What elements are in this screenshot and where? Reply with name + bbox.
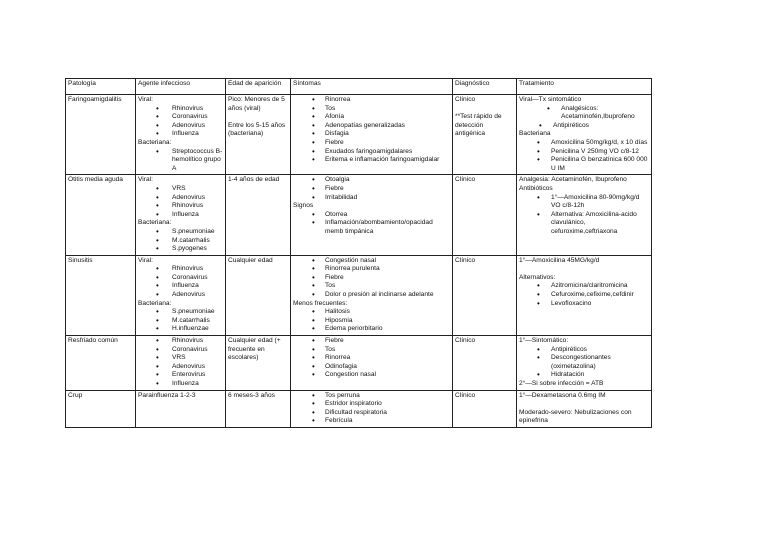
tratamiento-line: Antibióticos [519, 184, 553, 192]
list-item: • Fiebre [293, 337, 450, 346]
agente-cell: Parainfluenza 1-2-3 [136, 390, 226, 427]
list-item: • Congestion nasal [293, 371, 450, 380]
edad-cell: Cualquier edad [226, 255, 291, 335]
patologia-cell: Faringoamigdalitis [66, 95, 136, 175]
sintomas-list [293, 96, 450, 165]
agente-bact-label: Bacteriana: [138, 219, 172, 227]
agente-cell [136, 255, 226, 335]
tratamiento-line: 1°—Dexametasona 0.6mg IM [519, 391, 606, 399]
diagnostico-cell: Clínico [453, 255, 517, 335]
diagnostico-text: Clínico **Test rápido de detección antigénica [455, 96, 502, 138]
agente-viral-list [138, 185, 223, 219]
list-item: • Penicilina G benzatínica 600 000 U IM [519, 156, 649, 173]
agente-viral-list [138, 105, 223, 139]
list-item: • Irritabilidad [293, 194, 450, 203]
agente-bact-label: Bacteriana: [138, 138, 172, 146]
list-item: • Dificultad respiratoria [293, 409, 450, 418]
agente-viral-label: Viral: [138, 96, 153, 103]
table-row [66, 255, 652, 335]
tratamiento-list [519, 194, 649, 237]
list-item: • Coronavirus [138, 346, 223, 355]
tratamiento-viral-sub [519, 122, 649, 131]
list-item: • 1°—Amoxicilina 80-90mg/kg/d VO c/8-12h [519, 194, 649, 211]
table-row [66, 390, 652, 427]
list-item: • Otorrea [293, 211, 450, 220]
diagnostico-cell: Clínico [453, 390, 517, 427]
sintomas-cell [291, 175, 453, 255]
list-item: • Rinorrea [293, 96, 450, 105]
list-item: • M.catarrhalis [138, 237, 223, 246]
header-cell: Síntomas [291, 79, 453, 95]
menos-frecuentes-label: Menos frecuentes: [293, 299, 348, 307]
list-item: • Adenovirus [138, 291, 223, 300]
list-item: • Streptococcus B-hemolítico grupo A [138, 148, 223, 174]
agente-viral-list [138, 265, 223, 299]
agente-viral-list [138, 337, 223, 389]
agente-bact-list [138, 228, 223, 254]
list-item: • Antipiréticos [521, 122, 649, 131]
header-row [66, 79, 652, 95]
tratamiento-line: 2°—Si sobre infección = ATB [519, 380, 604, 387]
sintomas-cell [291, 390, 453, 427]
sintomas-list [293, 257, 450, 300]
list-item: • Rinorrea purulenta [293, 265, 450, 274]
list-item: • Amoxicilina 50mg/kg/d, x 10 días [519, 139, 649, 148]
list-item: • Rinorrea [293, 354, 450, 363]
table-row [66, 336, 652, 391]
header-cell: Diagnóstico [453, 79, 517, 95]
list-item: • Rhinovirus [138, 337, 223, 346]
tratamiento-line: 1°—Amoxicilina 45MG/kg/d [519, 256, 600, 264]
list-item: • Rhinovirus [138, 265, 223, 274]
list-item: • Afonía [293, 113, 450, 122]
list-item: • Alternativa: Amoxicilina-acido clavulánico, cefuroxime,ceftriaxona [519, 211, 649, 237]
list-item: • Disfagia [293, 130, 450, 139]
list-item: • Analgésicos: Acetaminofén,Ibuprofeno [529, 105, 649, 122]
list-item: • Rhinovirus [138, 202, 223, 211]
agente-cell [136, 175, 226, 255]
signos-label: Signos [293, 202, 314, 210]
agente-viral-label: Viral: [138, 256, 153, 264]
table-row [66, 95, 652, 175]
tratamiento-list [519, 346, 649, 380]
list-item: • Coronavirus [138, 274, 223, 283]
tratamiento-cell [517, 390, 652, 427]
list-item: • Otoalgia [293, 176, 450, 185]
list-item: • Halitosis [293, 308, 450, 317]
list-item: • Fiebre [293, 274, 450, 283]
list-item: • Azitromicina/claritromicina [519, 282, 649, 291]
tratamiento-cell [517, 255, 652, 335]
list-item: • Odinofagia [293, 363, 450, 372]
list-item: • VRS [138, 354, 223, 363]
agente-bact-list [138, 308, 223, 334]
list-item: • Exudados faringoamigdalares [293, 148, 450, 157]
agente-viral-label: Viral: [138, 176, 153, 184]
patologia-cell: Sinusitis [66, 255, 136, 335]
tratamiento-line: Moderado-severo: Nebulizaciones con epinefrina [519, 408, 632, 425]
list-item: • VRS [138, 185, 223, 194]
list-item: • S.pneumoniae [138, 228, 223, 237]
list-item: • M.catarrhalis [138, 317, 223, 326]
patologia-cell: Crup [66, 390, 136, 427]
diagnostico-cell: Clínico [453, 336, 517, 391]
sintomas-list [293, 392, 450, 426]
list-item: • Tos [293, 282, 450, 291]
list-item: • Enterovirus [138, 371, 223, 380]
list-item: • S.pneumoniae [138, 308, 223, 317]
signos-list [293, 211, 450, 237]
header-cell: Patología [66, 79, 136, 95]
list-item: • Hiposmia [293, 317, 450, 326]
sintomas-cell [291, 336, 453, 391]
list-item: • Hidratación [519, 371, 649, 380]
patologia-cell: Otitis media aguda [66, 175, 136, 255]
list-item: • Fiebre [293, 139, 450, 148]
tratamiento-viral-label: Viral—Tx sintomático [519, 96, 582, 103]
agente-cell [136, 336, 226, 391]
header-cell: Edad de aparición [226, 79, 291, 95]
list-item: • Fiebre [293, 185, 450, 194]
edad-cell: 6 meses-3 años [226, 390, 291, 427]
list-item: • Adenovirus [138, 194, 223, 203]
list-item: • Antipiréticos [519, 346, 649, 355]
list-item: • Rhinovirus [138, 105, 223, 114]
tratamiento-viral-list [519, 105, 649, 122]
spacer [519, 265, 649, 274]
edad-cell [226, 95, 291, 175]
header-cell: Agente infeccioso [136, 79, 226, 95]
list-item: • Influenza [138, 130, 223, 139]
sintomas-cell [291, 95, 453, 175]
tratamiento-line: 1°—Sintomático: [519, 337, 569, 345]
edad-cell: 1-4 años de edad [226, 175, 291, 255]
list-item: • Tos perruna [293, 392, 450, 401]
list-item: • Congestión nasal [293, 257, 450, 266]
edad-cell: Cualquier edad (+ frecuente en escolares) [226, 336, 291, 391]
tratamiento-list [519, 282, 649, 308]
list-item: • Eritema e inflamación faringoamigdalar [293, 156, 450, 165]
header-cell: Tratamiento [517, 79, 652, 95]
list-item: • Adenovirus [138, 122, 223, 131]
list-item: • Edema periorbitario [293, 325, 450, 334]
menos-frecuentes-list [293, 308, 450, 334]
list-item: • Influenza [138, 211, 223, 220]
list-item: • Penicilina V 250mg VO c/8-12 [519, 148, 649, 157]
list-item: • Tos [293, 346, 450, 355]
list-item: • Adenopatías generalizadas [293, 122, 450, 131]
list-item: • Cefuroxime,cefixime,cefdinir [519, 291, 649, 300]
spacer [519, 400, 649, 409]
list-item: • Estridor inspiratorio [293, 400, 450, 409]
tratamiento-cell [517, 95, 652, 175]
list-item: • Coronavirus [138, 113, 223, 122]
diagnostico-cell: Clínico [453, 175, 517, 255]
tratamiento-cell [517, 336, 652, 391]
list-item: • Influenza [138, 380, 223, 389]
list-item: • Febrícula [293, 417, 450, 426]
tratamiento-bact-label: Bacteriana [519, 130, 551, 138]
list-item: • Descongestionantes (oximetazolina) [519, 354, 649, 371]
list-item: • H.influenzae [138, 325, 223, 334]
patologias-table [65, 78, 652, 428]
list-item: • Levofloxacino [519, 300, 649, 309]
list-item: • Dolor o presión al inclinarse adelante [293, 291, 450, 300]
sintomas-list [293, 176, 450, 202]
agente-bact-label: Bacteriana: [138, 299, 172, 307]
tratamiento-cell [517, 175, 652, 255]
alternativos-label: Alternativos: [519, 273, 556, 281]
list-item: • Inflamación/abombamiento/opacidad memb timpánica [293, 219, 450, 236]
patologia-cell: Resfriado común [66, 336, 136, 391]
sintomas-cell [291, 255, 453, 335]
list-item: • S.pyogenes [138, 245, 223, 254]
sintomas-list [293, 337, 450, 380]
tratamiento-line: Analgesia: Acetaminofén, Ibuprofeno [519, 176, 627, 184]
agente-cell [136, 95, 226, 175]
list-item: • Adenovirus [138, 363, 223, 372]
diagnostico-cell [453, 95, 517, 175]
list-item: • Tos [293, 105, 450, 114]
table-row [66, 175, 652, 255]
agente-bact-list [138, 148, 223, 174]
edad-text: Pico: Menores de 5 años (viral) Entre los 5-15 años (bacteriana) [228, 96, 286, 138]
tratamiento-bact-list [519, 139, 649, 173]
list-item: • Influenza [138, 282, 223, 291]
